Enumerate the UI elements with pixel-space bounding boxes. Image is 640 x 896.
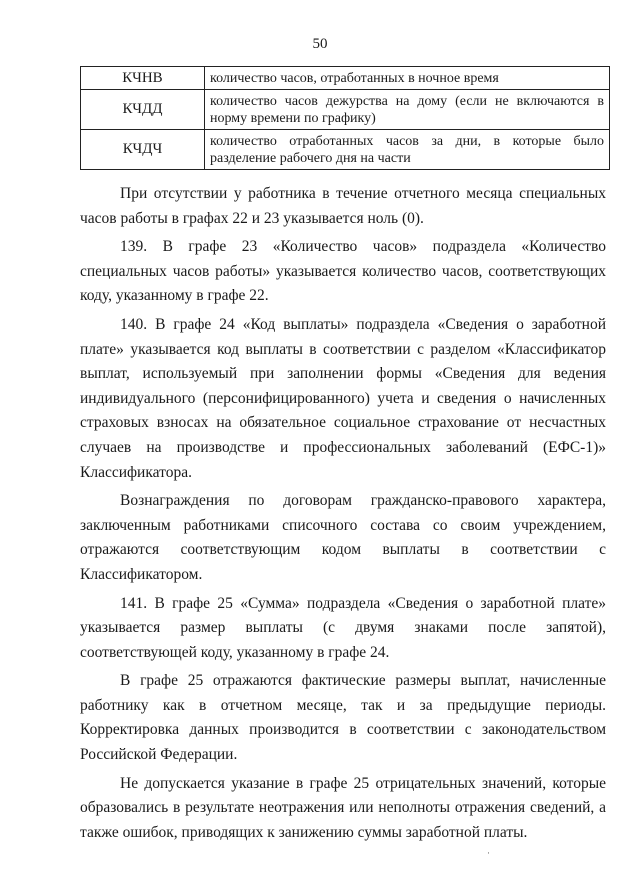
paragraph: При отсутствии у работника в течение отчетного месяца специальных часов работы в графах 22 и 23 указывается ноль (0).: [80, 185, 606, 227]
table-cell-description: количество отработанных часов за дни, в которые было разделение рабочего дня на части: [205, 130, 610, 170]
paragraph: 139. В графе 23 «Количество часов» подраздела «Количество специальных часов работы» указывается количество часов, соответствующих коду, указанному в графе 22.: [80, 238, 606, 305]
paragraph: Вознаграждения по договорам гражданско-правового характера, заключенным работниками списочного состава со своим учреждением, отражаются соответствующим кодом выплаты в соответствии с Классификатором.: [80, 492, 606, 583]
table-cell-description: количество часов, отработанных в ночное время: [205, 67, 610, 90]
table-row: [81, 67, 610, 90]
paragraph: Не допускается указание в графе 25 отрицательных значений, которые образовались в результате неотражения или неполноты отражения сведений, а также ошибок, приводящих к занижению суммы заработной платы.: [80, 774, 606, 841]
table-cell-code: КЧДД: [81, 90, 205, 130]
paragraph: В графе 25 отражаются фактические размеры выплат, начисленные работнику как в отчетном месяце, так и за предыдущие периоды. Корректировка данных производится в соответствии с законодательством Российской Федерации.: [80, 672, 606, 764]
table-row: [81, 90, 610, 130]
table-cell-description: количество часов дежурства на дому (если не включаются в норму времени по графику): [205, 90, 610, 130]
page-number: 50: [312, 36, 328, 52]
scan-mark: ·: [487, 848, 490, 858]
paragraph: 141. В графе 25 «Сумма» подраздела «Сведения о заработной плате» указывается размер выплаты (с двумя знаками после запятой), соответствующей коду, указанному в графе 24.: [80, 594, 606, 661]
table-cell-code: КЧДЧ: [81, 130, 205, 170]
table-row: [81, 130, 610, 170]
table-cell-code: КЧНВ: [81, 67, 205, 90]
codes-table: [80, 66, 610, 170]
body-text: [80, 182, 606, 849]
paragraph: 140. В графе 24 «Код выплаты» подраздела «Сведения о заработной плате» указывается код выплаты в соответствии с разделом «Классификатор выплат, используемый при заполнении формы «Сведения для ведения индивидуального (персонифицированного) учета и сведения о начисленных страховых взносах на обязательное социальное страхование от несчастных случаев на производстве и профессиональных заболеваний (ЕФС-1)» Классификатора.: [80, 315, 606, 481]
